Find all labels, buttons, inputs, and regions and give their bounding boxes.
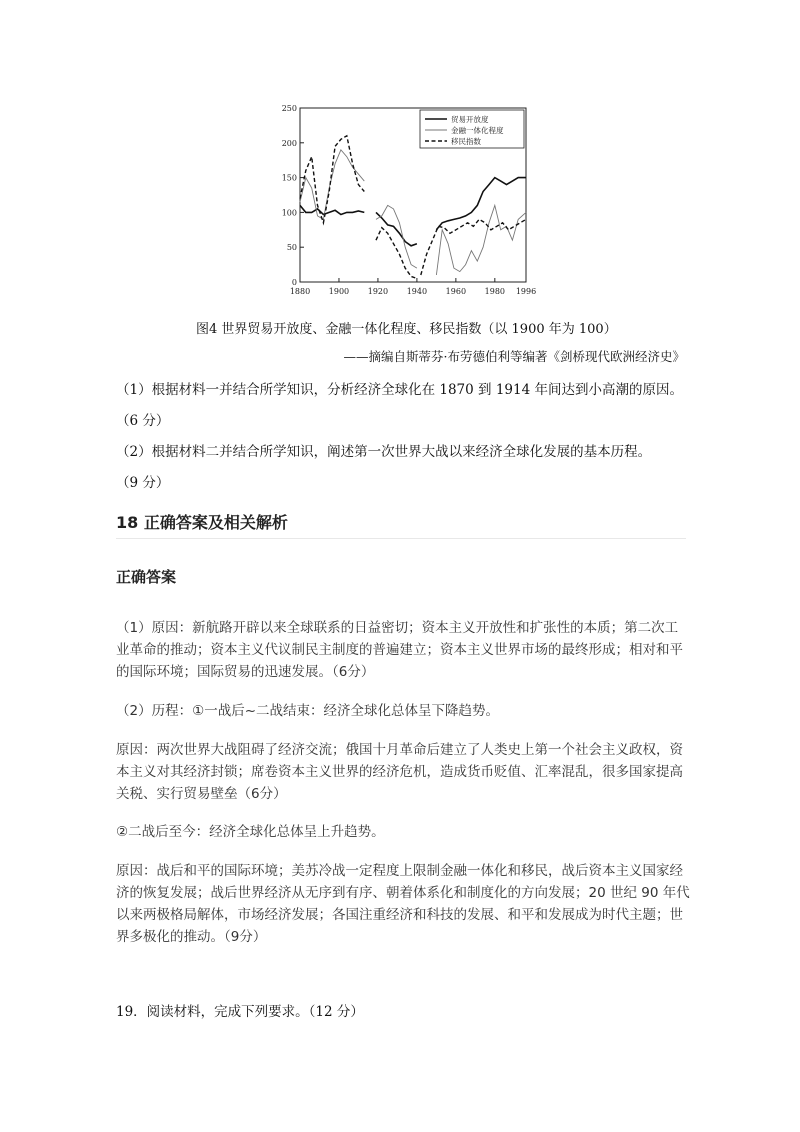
line-chart-figure xyxy=(270,100,540,310)
question-2-score: （9 分） xyxy=(116,475,170,491)
x-tick-label: 1940 xyxy=(406,287,428,296)
next-question: 19．阅读材料，完成下列要求。（12 分） xyxy=(116,1004,364,1020)
answer-paragraph-4: ②二战后至今：经济全球化总体呈上升趋势。 xyxy=(116,824,385,840)
answer-section-title: 18 正确答案及相关解析 xyxy=(116,513,288,532)
x-tick-label: 1880 xyxy=(289,287,311,296)
answer-paragraph-3: 原因：两次世界大战阻碍了经济交流；俄国十月革命后建立了人类史上第一个社会主义政权，资本主义对其经济封锁；席卷资本主义世界的经济危机，造成货币贬值、汇率混乱，很多国家提高关税、实行贸易壁垒（6分） xyxy=(116,742,683,802)
section-divider xyxy=(116,538,686,539)
question-2-text: （2）根据材料二并结合所学知识，阐述第一次世界大战以来经济全球化发展的基本历程。 xyxy=(116,444,652,460)
y-tick-label: 250 xyxy=(281,104,297,113)
y-tick-label: 200 xyxy=(281,138,297,148)
x-tick-label: 1920 xyxy=(367,287,389,296)
question-1-text: （1）根据材料一并结合所学知识，分析经济全球化在 1870 到 1914 年间达到小高潮的原因。 xyxy=(116,382,683,398)
x-tick-label: 1980 xyxy=(484,287,506,296)
y-tick-label: 50 xyxy=(286,243,297,253)
answer-paragraph-5: 原因：战后和平的国际环境；美苏冷战一定程度上限制金融一体化和移民，战后资本主义国家经济的恢复发展；战后世界经济从无序到有序、朝着体系化和制度化的方向发展；20 世纪 90 年代以来两极格局解体，市场经济发展；各国注重经济和科技的发展、和平和发展成为时代主题；世界多极化的推动。（9分） xyxy=(116,863,690,945)
correct-answer-title: 正确答案 xyxy=(116,568,177,586)
x-tick-label: 1900 xyxy=(328,287,350,296)
figure-caption: 图4 世界贸易开放度、金融一体化程度、移民指数（以 1900 年为 100） xyxy=(196,322,617,337)
y-tick-label: 150 xyxy=(281,173,297,183)
x-tick-label: 1996 xyxy=(515,287,537,296)
y-tick-label: 0 xyxy=(291,278,297,287)
line-chart xyxy=(270,100,540,310)
y-tick-label: 100 xyxy=(281,208,297,218)
legend-label: 金融一体化程度 xyxy=(451,126,504,135)
x-tick-label: 1960 xyxy=(445,287,467,296)
question-1-score: （6 分） xyxy=(116,413,170,429)
legend-label: 移民指数 xyxy=(451,137,481,146)
legend-label: 贸易开放度 xyxy=(451,115,489,124)
answer-paragraph-2: （2）历程：①一战后~二战结束：经济全球化总体呈下降趋势。 xyxy=(116,703,500,719)
answer-paragraph-1: （1）原因：新航路开辟以来全球联系的日益密切；资本主义开放性和扩张性的本质；第二次工业革命的推动；资本主义代议制民主制度的普遍建立；资本主义世界市场的最终形成；相对和平的国际环境；国际贸易的迅速发展。（6分） xyxy=(116,620,683,680)
figure-source: ——摘编自斯蒂芬·布劳德伯利等编著《剑桥现代欧洲经济史》 xyxy=(343,349,685,364)
